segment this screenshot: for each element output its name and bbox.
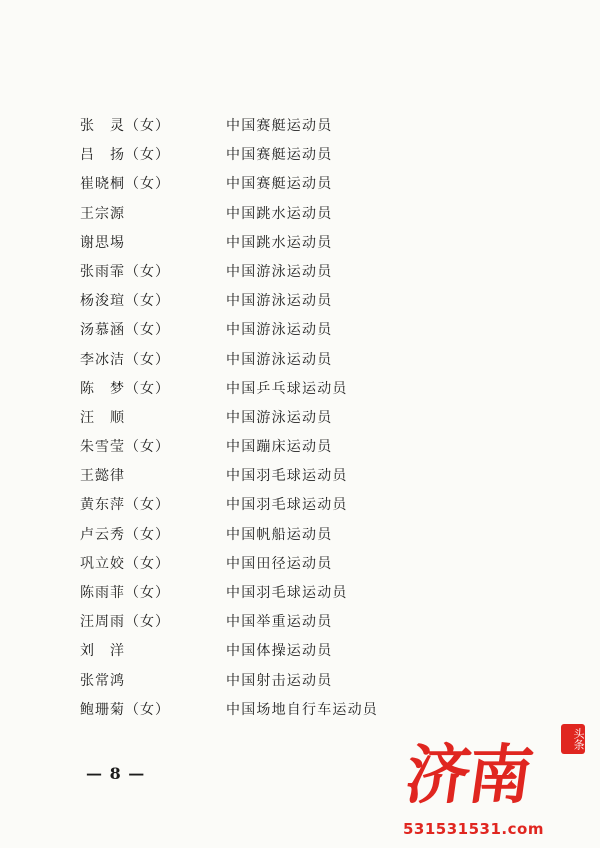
roster-row bbox=[80, 170, 500, 199]
athlete-role: 中国游泳运动员 bbox=[226, 293, 333, 310]
athlete-role: 中国游泳运动员 bbox=[226, 263, 333, 280]
athlete-name: 张 灵（女） bbox=[80, 118, 170, 134]
athlete-name: 卢云秀（女） bbox=[80, 526, 170, 543]
roster-row bbox=[80, 667, 500, 696]
roster-row bbox=[80, 404, 500, 433]
athlete-role: 中国跳水运动员 bbox=[226, 205, 333, 222]
roster-row bbox=[80, 637, 500, 666]
roster-row bbox=[80, 316, 500, 345]
watermark-domain: 531531531.com bbox=[403, 820, 544, 838]
athlete-role: 中国体操运动员 bbox=[226, 643, 333, 660]
roster-row bbox=[80, 550, 500, 579]
athlete-role: 中国举重运动员 bbox=[226, 614, 333, 631]
athlete-name: 黄东萍（女） bbox=[80, 497, 170, 514]
athlete-role: 中国羽毛球运动员 bbox=[226, 468, 348, 485]
athlete-name: 巩立姣（女） bbox=[80, 555, 170, 572]
athlete-name: 吕 扬（女） bbox=[80, 147, 170, 164]
athlete-role: 中国乒乓球运动员 bbox=[226, 380, 348, 397]
athlete-name: 崔晓桐（女） bbox=[80, 176, 170, 193]
athlete-role: 中国赛艇运动员 bbox=[226, 118, 333, 134]
athlete-role: 中国赛艇运动员 bbox=[226, 176, 333, 193]
athlete-name: 李冰洁（女） bbox=[80, 351, 170, 368]
roster-row bbox=[80, 375, 500, 404]
roster-row bbox=[80, 521, 500, 550]
athlete-role: 中国场地自行车运动员 bbox=[226, 701, 378, 718]
athlete-name: 谢思埸 bbox=[80, 234, 125, 251]
athlete-role: 中国羽毛球运动员 bbox=[226, 585, 348, 601]
athlete-name: 陈 梦（女） bbox=[80, 380, 170, 397]
roster-row bbox=[80, 346, 500, 375]
athlete-role: 中国羽毛球运动员 bbox=[226, 497, 348, 514]
athlete-name: 汪周雨（女） bbox=[80, 614, 170, 631]
athlete-name: 汤慕涵（女） bbox=[80, 322, 170, 339]
athlete-name: 汪 顺 bbox=[80, 409, 125, 426]
athlete-role: 中国游泳运动员 bbox=[226, 409, 333, 426]
watermark-title: 济南 bbox=[400, 739, 536, 813]
athlete-role: 中国游泳运动员 bbox=[226, 351, 333, 368]
roster-row bbox=[80, 491, 500, 520]
athlete-role: 中国田径运动员 bbox=[226, 555, 333, 572]
roster-row bbox=[80, 200, 500, 229]
athlete-name: 刘 洋 bbox=[80, 643, 125, 660]
athlete-role: 中国蹦床运动员 bbox=[226, 439, 333, 456]
watermark-logo bbox=[395, 720, 595, 845]
athlete-name: 张雨霏（女） bbox=[80, 263, 170, 280]
roster-row bbox=[80, 608, 500, 637]
roster-row bbox=[80, 112, 500, 141]
page-number: — 8 — bbox=[86, 764, 146, 783]
athlete-role: 中国赛艇运动员 bbox=[226, 147, 333, 164]
athlete-name: 陈雨菲（女） bbox=[80, 585, 170, 601]
athlete-role: 中国帆船运动员 bbox=[226, 526, 333, 543]
roster-row bbox=[80, 258, 500, 287]
roster-row bbox=[80, 579, 500, 608]
watermark-badge: 头条 bbox=[561, 724, 585, 754]
roster-row bbox=[80, 462, 500, 491]
athlete-role: 中国跳水运动员 bbox=[226, 234, 333, 251]
roster-row bbox=[80, 141, 500, 170]
roster-row bbox=[80, 433, 500, 462]
athlete-name: 朱雪莹（女） bbox=[80, 439, 170, 456]
athlete-name: 杨浚瑄（女） bbox=[80, 293, 170, 310]
athlete-name: 王宗源 bbox=[80, 205, 125, 222]
roster-row bbox=[80, 287, 500, 316]
athlete-name: 张常鸿 bbox=[80, 672, 125, 689]
athlete-roster bbox=[80, 112, 500, 725]
athlete-role: 中国游泳运动员 bbox=[226, 322, 333, 339]
roster-row bbox=[80, 229, 500, 258]
athlete-name: 王懿律 bbox=[80, 468, 125, 485]
athlete-role: 中国射击运动员 bbox=[226, 672, 333, 689]
athlete-name: 鲍珊菊（女） bbox=[80, 701, 170, 718]
